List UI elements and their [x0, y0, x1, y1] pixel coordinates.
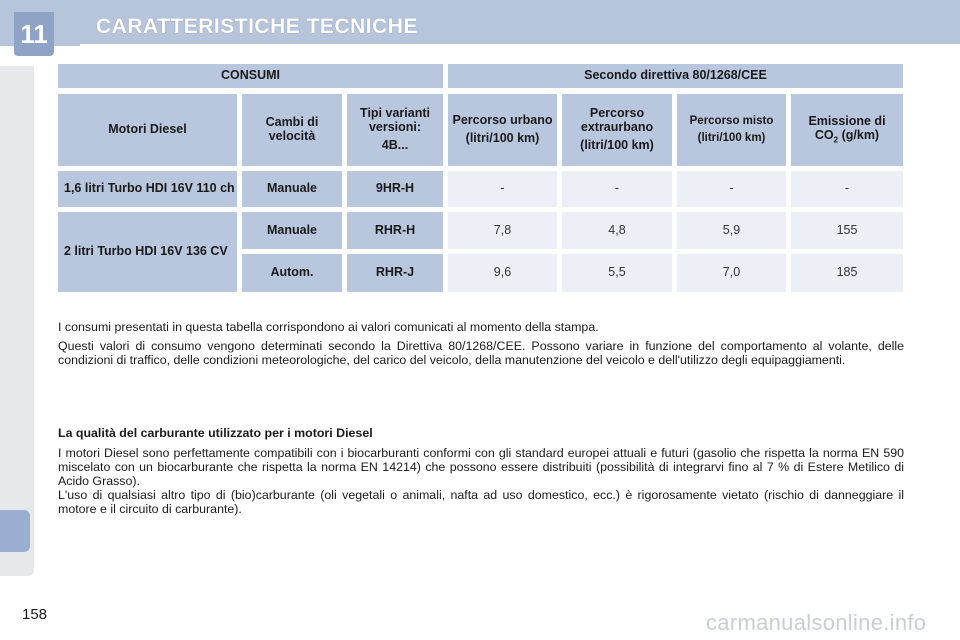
paragraph-consumption-note: I consumi presentati in questa tabella corrispondono ai valori comunicati al momento della stampa.: [58, 320, 599, 334]
col-header-urban-label: Percorso urbano: [452, 113, 553, 128]
row1-mixed: -: [677, 171, 786, 207]
row1-co2: -: [791, 171, 903, 207]
watermark: carmanualsonline.info: [706, 610, 927, 635]
row3-co2: 185: [791, 254, 903, 292]
col-header-extraurban-unit: (litri/100 km): [580, 137, 654, 152]
col-header-mixed-unit: (litri/100 km): [697, 132, 766, 144]
row3-variant: RHR-J: [347, 254, 443, 292]
col-header-variants-sub: 4B...: [381, 137, 409, 152]
page-title: CARATTERISTICHE TECNICHE: [96, 15, 418, 38]
side-strip: [0, 66, 34, 576]
col-header-variants: [347, 94, 443, 166]
row3-urban: 9,6: [448, 254, 557, 292]
group-header-consumi: CONSUMI: [58, 64, 443, 88]
row1-extraurban: -: [562, 171, 672, 207]
row2-extraurban: 4,8: [562, 212, 672, 249]
row2-engine: 2 litri Turbo HDI 16V 136 CV: [58, 212, 237, 292]
col-header-mixed-label: Percorso misto: [689, 115, 774, 128]
col-header-co2-unit-line: $CO_2$ (g/km): [814, 127, 880, 145]
col-header-co2-sub: 2: [833, 135, 839, 145]
col-header-gearbox: Cambi di velocità: [242, 94, 342, 166]
col-header-co2-label: Emissione di: [808, 113, 886, 128]
col-header-engine: Motori Diesel: [58, 94, 237, 166]
row3-mixed: 7,0: [677, 254, 786, 292]
row2-gearbox: Manuale: [242, 212, 342, 249]
col-header-extraurban: [562, 94, 672, 166]
row3-gearbox: Autom.: [242, 254, 342, 292]
col-header-co2: [791, 94, 903, 166]
row1-variant: 9HR-H: [347, 171, 443, 207]
row2-urban: 7,8: [448, 212, 557, 249]
row2-variant: RHR-H: [347, 212, 443, 249]
paragraph-biofuel: I motori Diesel sono perfettamente compatibili con i biocarburanti conformi con gli standard europei attuali e futuri (gasolio che rispetta la norma EN 590 miscelato con un biocarburante che rispetta la norma EN 14214) che possono essere distribuiti (possibilità di integrarvi fino al 7 % di Estere Metilico di Acido Grasso).: [58, 446, 904, 488]
section-subhead-fuel: La qualità del carburante utilizzato per i motori Diesel: [58, 426, 373, 440]
row2-mixed: 5,9: [677, 212, 786, 249]
col-header-variants-label: Tipi varianti versioni:: [360, 106, 430, 135]
row1-urban: -: [448, 171, 557, 207]
row1-gearbox: Manuale: [242, 171, 342, 207]
col-header-urban: [448, 94, 557, 166]
chapter-tab: [14, 12, 54, 56]
col-header-extraurban-label: Percorso extraurbano: [580, 106, 654, 135]
page-number: 158: [22, 606, 48, 623]
chapter-number: 11: [20, 18, 48, 49]
header-divider: [80, 44, 960, 46]
col-header-urban-unit: (litri/100 km): [465, 131, 540, 145]
row1-engine: 1,6 litri Turbo HDI 16V 110 ch: [58, 171, 237, 207]
paragraph-prohibited-fuel: L'uso di qualsiasi altro tipo di (bio)carburante (oli vegetali o animali, nafta ad uso domestico, ecc.) è rigorosamente vietato (rischio di danneggiare il motore e il circuito di carburante).: [58, 488, 904, 516]
col-header-co2-unit: (g/km): [841, 127, 880, 142]
row2-co2: 155: [791, 212, 903, 249]
group-header-directive: Secondo direttiva 80/1268/CEE: [448, 64, 903, 88]
col-header-mixed: [677, 94, 786, 166]
row3-extraurban: 5,5: [562, 254, 672, 292]
paragraph-directive: Questi valori di consumo vengono determinati secondo la Direttiva 80/1268/CEE. Possono variare in funzione del comportamento al volante, delle condizioni di traffico, delle condizioni meteorologiche, del carico del veicolo, della manutenzione del veicolo e dell'utilizzo degli equipaggiamenti.: [58, 339, 904, 367]
side-accent: [0, 510, 30, 552]
